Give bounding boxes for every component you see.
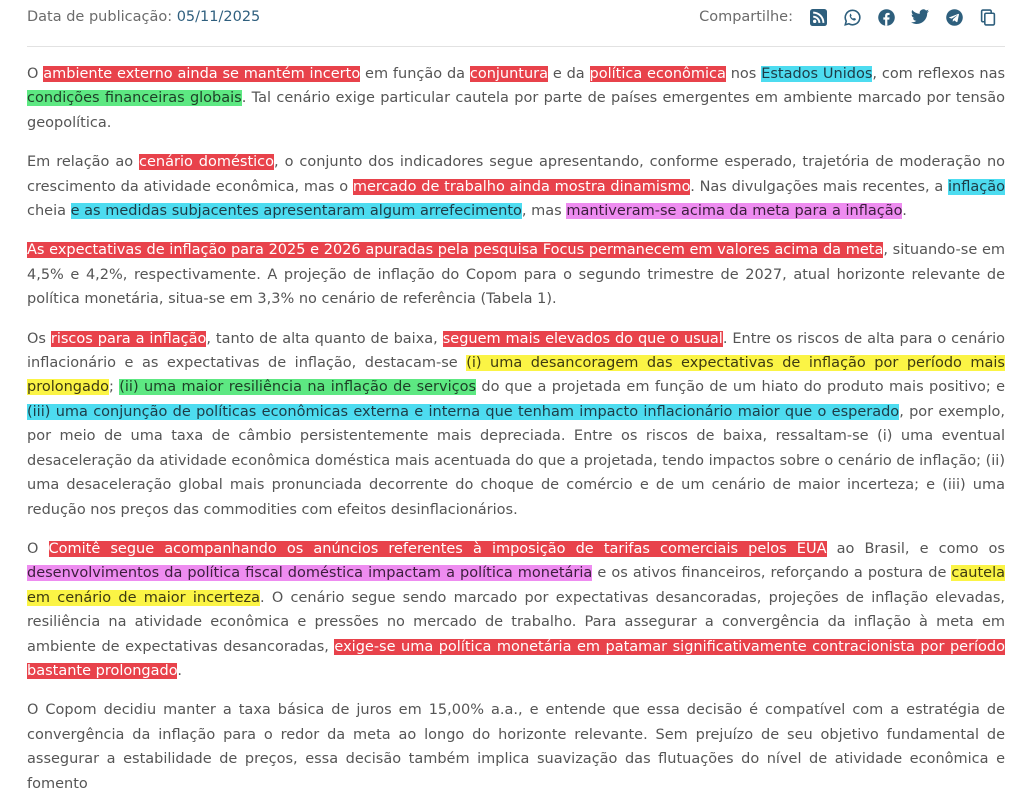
paragraph-text: .	[177, 662, 182, 679]
share-label: Compartilhe:	[699, 9, 793, 25]
highlight-green: condições financeiras globais	[27, 90, 242, 107]
facebook-icon[interactable]	[869, 6, 903, 28]
paragraph-text: , por exemplo, por meio de uma taxa de câmbio persistentemente mais depreciada. Entre os riscos de baixa, ressaltam-se (i) uma eventual desaceleração da atividade econômica doméstica mais acentuada do que a projetada, tendo impactos sobre o cenário de inflação; (ii) uma desaceleração global mais pronunciada decorrente do choque de comércio e de um cenário de maior incerteza; e (iii) uma redução nos preços das commodities com efeitos desinflacionários.	[27, 403, 1005, 518]
paragraph-text: e os ativos financeiros, reforçando a postura de	[592, 565, 952, 582]
article-paragraph	[27, 150, 1005, 223]
paragraph-text: O	[27, 66, 44, 82]
highlight-red: As expectativas de inflação para 2025 e 2026 apuradas pela pesquisa Focus permanecem em valores acima da meta	[27, 242, 884, 259]
paragraph-text: e da	[548, 66, 590, 82]
highlight-yellow: cautela em cenário de maior incerteza	[27, 565, 1005, 606]
highlight-red: exige-se uma política monetária em patamar significativamente contracionista por período bastante prolongado	[27, 638, 1006, 679]
paragraph-text: . Tal cenário exige particular cautela por parte de países emergentes em ambiente marcado por tensão geopolítica.	[27, 90, 1005, 131]
highlight-red: conjuntura	[469, 66, 549, 82]
highlight-red: política econômica	[589, 66, 726, 82]
rss-icon[interactable]	[801, 6, 835, 28]
highlight-green: (ii) uma maior resiliência na inflação de serviços	[119, 379, 477, 396]
article-body	[27, 62, 1005, 811]
whatsapp-icon[interactable]	[835, 6, 869, 28]
copy-icon[interactable]	[971, 6, 1005, 28]
highlight-red: ambiente externo ainda se mantém incerto	[43, 66, 361, 82]
highlight-cyan: Estados Unidos	[761, 66, 873, 82]
publication-label: Data de publicação:	[27, 9, 173, 25]
highlight-cyan: (iii) uma conjunção de políticas econômicas externa e interna que tenham impacto inflacionário maior que o esperado	[27, 403, 900, 420]
paragraph-text: O	[27, 540, 49, 557]
paragraph-text: .	[902, 203, 907, 220]
paragraph-text: . O cenário segue sendo marcado por expectativas desancoradas, projeções de inflação elevadas, resiliência na atividade econômica e pressões no mercado de trabalho. Para assegurar a convergência da inflação à meta em ambiente de expectativas desancoradas,	[27, 589, 1005, 655]
twitter-icon[interactable]	[903, 6, 937, 28]
article-paragraph	[27, 698, 1005, 796]
paragraph-text: em função da	[360, 66, 470, 82]
article-paragraph	[27, 327, 1005, 522]
paragraph-text: Em relação ao	[27, 154, 140, 171]
paragraph-text: ao Brasil, e como os	[826, 540, 1005, 557]
paragraph-text: , situando-se em 4,5% e 4,2%, respectivamente. A projeção de inflação do Copom para o segundo trimestre de 2027, atual horizonte relevante de política monetária, situa-se em 3,3% no cenário de referência (Tabela 1).	[27, 242, 1005, 308]
article-paragraph	[27, 238, 1005, 311]
highlight-red: mercado de trabalho ainda mostra dinamismo	[352, 178, 691, 195]
paragraph-text: do que a projetada em função de um hiato do produto mais positivo; e	[476, 379, 1005, 396]
paragraph-text: Os	[27, 330, 51, 347]
highlight-red: Comitê segue acompanhando os anúncios referentes à imposição de tarifas comerciais pelos EUA	[48, 540, 827, 557]
highlight-red: seguem mais elevados do que o usual	[442, 330, 723, 347]
highlight-magenta: mantiveram-se acima da meta para a inflação	[566, 203, 903, 220]
article-paragraph	[27, 62, 1005, 135]
paragraph-text: , o conjunto dos indicadores segue apresentando, conforme esperado, trajetória de moderação no crescimento da atividade econômica, mas o	[27, 154, 1006, 195]
paragraph-text: O Copom decidiu manter a taxa básica de juros em 15,00% a.a., e entende que essa decisão é compatível com a estratégia de convergência da inflação para o redor da meta ao longo do horizonte relevante. Sem prejuízo de seu objetivo fundamental de assegurar a estabilidade de preços, essa decisão também implica suavização das flutuações do nível de atividade econômica e fomento	[27, 702, 1005, 792]
paragraph-text: ;	[108, 379, 120, 396]
paragraph-text: cheia	[27, 203, 71, 220]
publication-date	[27, 7, 260, 27]
paragraph-text: nos	[725, 66, 762, 82]
paragraph-text: , mas	[521, 203, 567, 220]
highlight-magenta: desenvolvimentos da política fiscal doméstica impactam a política monetária	[27, 565, 593, 582]
highlight-cyan: e as medidas subjacentes apresentaram algum arrefecimento	[70, 203, 522, 220]
page-header	[27, 0, 1005, 47]
highlight-cyan: inflação	[948, 178, 1005, 195]
paragraph-text: , com reflexos nas	[872, 66, 1006, 82]
publication-date-value: 05/11/2025	[176, 9, 261, 25]
paragraph-text: . Nas divulgações mais recentes, a	[690, 178, 949, 195]
article-paragraph	[27, 537, 1005, 683]
paragraph-text: . Entre os riscos de alta para o cenário inflacionário e as expectativas de inflação, destacam-se	[27, 330, 1006, 372]
highlight-red: cenário doméstico	[139, 154, 275, 171]
telegram-icon[interactable]	[937, 6, 971, 28]
highlight-red: riscos para a inflação	[50, 330, 207, 347]
share-bar	[699, 6, 1005, 28]
highlight-yellow: (i) uma desancoragem das expectativas de inflação por período mais prolongado	[27, 355, 1005, 396]
paragraph-text: , tanto de alta quanto de baixa,	[206, 330, 443, 347]
